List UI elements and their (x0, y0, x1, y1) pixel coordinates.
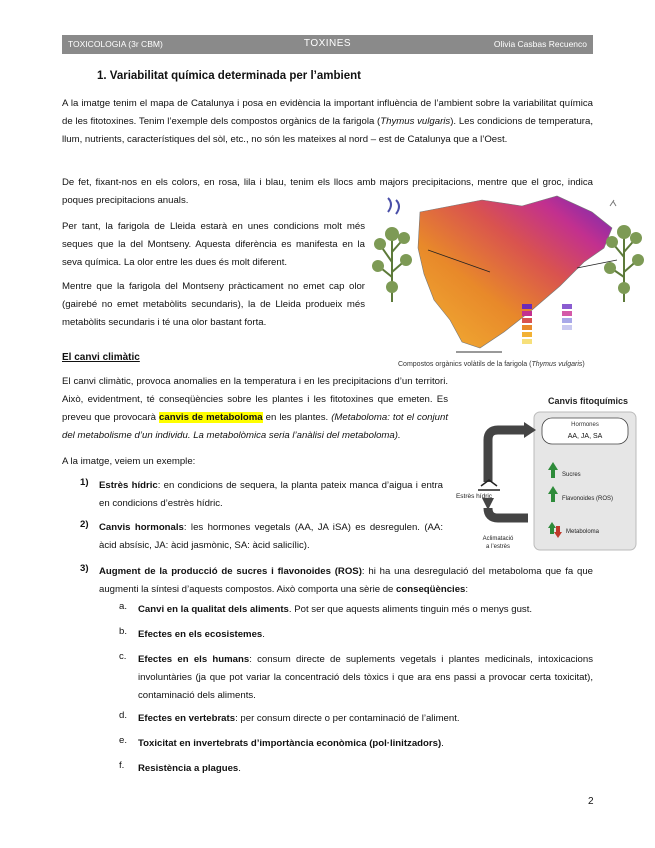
item2-number: 2) (80, 519, 89, 530)
top-cycle-arrow (488, 430, 526, 482)
header-title: TOXINES (303, 38, 352, 49)
catalonia-map-shape (418, 196, 612, 348)
section2-paragraph2: A la imatge, veiem un exemple: (62, 456, 196, 467)
subitem-e-letter: e. (119, 735, 128, 746)
page-header (62, 35, 593, 54)
sucres-label: Sucres (562, 472, 581, 478)
highlight-metaboloma: canvis de metaboloma (159, 412, 263, 423)
hormones-values: AA, JA, SA (567, 433, 603, 440)
item3-text: Augment de la producció de sucres i flavonoides (ROS): hi ha una desregulació del metaboloma que fa que augmenti la síntesi d’aquests compostos. Això comporta una sèrie de conseqüències: (99, 566, 594, 595)
hormones-label: Hormones (571, 422, 599, 428)
subitem-f-text: Resistència a plagues. (138, 763, 241, 774)
subitem-d-text: Efectes en vertebrats: per consum directe o per contaminació de l’aliment. (138, 713, 460, 724)
flavonoides-label: Flavonoides (ROS) (562, 496, 614, 502)
estres-label: Estrès hídric (455, 493, 493, 500)
aclimatacio-label-line2: a l’estrès (485, 544, 511, 550)
catalonia-precipitation-map (372, 192, 650, 362)
section1-paragraph3: Per tant, la farigola de Lleida estarà en unes condicions molt més seques que la del Montseny. Aquesta diferència es manifesta en la seva química. La olor entre les dues és molt diferent. (62, 221, 365, 268)
header-author: Olivia Casbas Recuenco (493, 39, 587, 49)
section1-title: 1. Variabilitat química determinada per l’ambient (97, 70, 361, 82)
subitem-c-letter: c. (119, 651, 127, 662)
bottom-cycle-arrow (488, 508, 528, 518)
section1-paragraph1: A la imatge tenim el mapa de Catalunya i posa en evidència la important influència de l’ambient sobre la variabilitat química de les fitotoxines. Tenim l’exemple dels compostos orgànics de la farigola (Thymus vulgaris). Les condicions de temperatura, llum, nutrients, característiques del sòl, etc., no són les mateixes al nord – est de Catalunya que a l’Oest. (62, 98, 594, 145)
subitem-d-letter: d. (119, 710, 128, 721)
section1-paragraph4: Mentre que la farigola del Montseny pràcticament no emet cap olor (gairebé no emet metabòlits secundaris), la de Lleida produeix més metabòlits secundaris i té una olor bastant forta. (62, 281, 365, 328)
subitem-a-letter: a. (119, 601, 128, 612)
phytochemical-changes-diagram (448, 390, 638, 555)
subitem-a-text: Canvi en la qualitat dels aliments. Pot ser que aquests aliments tinguin més o menys gust. (138, 604, 533, 615)
item2-text: Canvis hormonals: les hormones vegetals (AA, JA iSA) es desregulen. (AA: àcid absísic, JA: àcid jasmònic, SA: àcid salicílic). (99, 522, 443, 551)
subitem-b-text: Efectes en els ecosistemes. (138, 629, 265, 640)
subitem-f-letter: f. (119, 760, 125, 771)
subitem-c-text: Efectes en els humans: consum directe de suplements vegetals i plantes medicinals, intoxicacions involuntàries (ja que pot variar la concentració dels tòxics i que ara ens passi a provocar certa toxicitat), contaminació dels aliments. (138, 654, 593, 701)
section1-paragraph2: De fet, fixant-nos en els colors, en rosa, lila i blau, tenim els llocs amb majors precipitacions, mentre que el groc, indica poques precipitacions anuals. (62, 177, 593, 206)
right-thyme-plant-icon (604, 200, 644, 302)
header-course: TOXICOLOGIA (3r CBM) (68, 39, 163, 49)
item1-number: 1) (80, 477, 89, 488)
item1-text: Estrès hídric: en condicions de sequera, la planta pateix manca d’aigua i entra en condicions d’estrès hídric. (99, 480, 443, 509)
subitem-b-letter: b. (119, 626, 128, 637)
page-number: 2 (588, 796, 594, 807)
map-caption: Compostos orgànics volàtils de la farigola (Thymus vulgaris) (398, 361, 585, 368)
subitem-e-text: Toxicitat en invertebrats d’importància econòmica (pol·linitzadors). (138, 738, 444, 749)
diagram-title: Canvis fitoquímics (547, 396, 629, 406)
item3-number: 3) (80, 563, 89, 574)
aclimatacio-label-line1: Aclimatació (482, 536, 514, 542)
section2-paragraph1-full: El canvi climàtic, provoca anomalies en la temperatura i en les precipitacions d’un territori. Això, evidentment, té conseqüències sobre les plantes i les fitotoxines que emeten. Es preveu que provocarà canvis de metaboloma en les plantes. (Metaboloma: tot el conjunt del metabolisme d’un individu. La metabolòmica seria l’anàlisi del metaboloma). (62, 373, 593, 445)
section2-title: El canvi climàtic (62, 352, 140, 363)
metaboloma-label: Metaboloma (566, 529, 600, 535)
left-thyme-plant-icon (372, 198, 412, 302)
